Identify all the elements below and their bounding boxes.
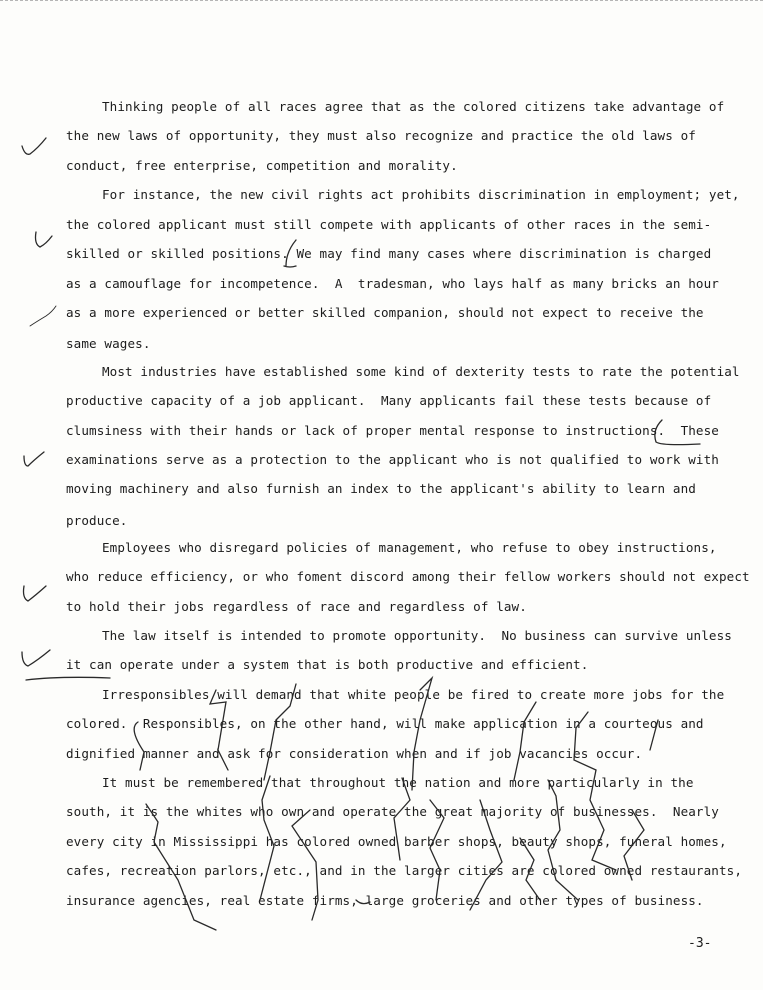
text-line: dignified manner and ask for consideration when and if job vacancies occur.	[66, 746, 643, 761]
text-line: same wages.	[66, 336, 151, 351]
check-mark	[22, 138, 46, 154]
text-line: every city in Mississippi has colored owned barber shops, beauty shops, funeral homes,	[66, 834, 727, 849]
underline-mark	[26, 677, 110, 680]
check-mark	[30, 306, 56, 326]
strike-mark	[134, 722, 144, 770]
strike-mark	[356, 900, 370, 904]
paragraph-bracket	[655, 420, 700, 445]
check-mark	[24, 586, 47, 601]
text-line: conduct, free enterprise, competition and morality.	[66, 158, 458, 173]
text-line: moving machinery and also furnish an index to the applicant's ability to learn and	[66, 481, 696, 496]
text-line: south, it is the whites who own and operate the great majority of businesses. Nearly	[66, 804, 719, 819]
text-line: Thinking people of all races agree that as the colored citizens take advantage of	[102, 99, 725, 114]
text-line: colored. Responsibles, on the other hand, will make application in a courteous and	[66, 716, 704, 731]
text-line: produce.	[66, 513, 128, 528]
strike-mark	[210, 690, 228, 770]
text-line: it can operate under a system that is both productive and efficient.	[66, 657, 589, 672]
text-line: It must be remembered that throughout the nation and more particularly in the	[102, 775, 694, 790]
strike-mark	[264, 684, 296, 780]
text-line: For instance, the new civil rights act prohibits discrimination in employment; yet,	[102, 187, 740, 202]
text-line: the colored applicant must still compete with applicants of other races in the semi-	[66, 217, 712, 232]
strike-mark	[260, 776, 274, 900]
check-mark	[22, 650, 50, 666]
strike-mark	[292, 810, 318, 920]
strike-mark	[470, 800, 502, 910]
text-line: The law itself is intended to promote opportunity. No business can survive unless	[102, 628, 732, 643]
strike-mark	[514, 702, 536, 780]
text-line: examinations serve as a protection to the applicant who is not qualified to work with	[66, 452, 719, 467]
page-number: -3-	[688, 936, 712, 951]
text-line: productive capacity of a job applicant. Many applicants fail these tests because of	[66, 393, 712, 408]
strike-mark	[520, 838, 540, 900]
strike-mark	[624, 810, 644, 880]
text-line: clumsiness with their hands or lack of proper mental response to instructions. These	[66, 423, 719, 438]
paragraph-bracket	[284, 240, 296, 267]
strike-mark	[590, 770, 616, 870]
text-line: cafes, recreation parlors, etc., and in the larger cities are colored owned restaurants,	[66, 863, 743, 878]
strike-mark	[548, 780, 578, 900]
text-line: Irresponsibles will demand that white people be fired to create more jobs for the	[102, 687, 725, 702]
strike-mark	[650, 720, 658, 750]
text-line: skilled or skilled positions. We may find many cases where discrimination is charged	[66, 246, 712, 261]
strike-mark	[146, 804, 216, 930]
strike-mark	[412, 678, 432, 790]
text-line: to hold their jobs regardless of race and regardless of law.	[66, 599, 527, 614]
text-line: as a camouflage for incompetence. A tradesman, who lays half as many bricks an hour	[66, 276, 719, 291]
text-line: Most industries have established some kind of dexterity tests to rate the potential	[102, 364, 740, 379]
text-line: insurance agencies, real estate firms, large groceries and other types of business.	[66, 893, 704, 908]
text-line: the new laws of opportunity, they must also recognize and practice the old laws of	[66, 128, 696, 143]
text-line: who reduce efficiency, or who foment discord among their fellow workers should not expect	[66, 569, 750, 584]
text-line: as a more experienced or better skilled companion, should not expect to receive the	[66, 305, 704, 320]
check-mark	[24, 452, 44, 466]
strike-mark	[430, 800, 444, 900]
check-mark	[36, 232, 53, 247]
text-line: Employees who disregard policies of management, who refuse to obey instructions,	[102, 540, 717, 555]
strike-mark	[394, 778, 410, 860]
strike-mark	[574, 712, 596, 770]
